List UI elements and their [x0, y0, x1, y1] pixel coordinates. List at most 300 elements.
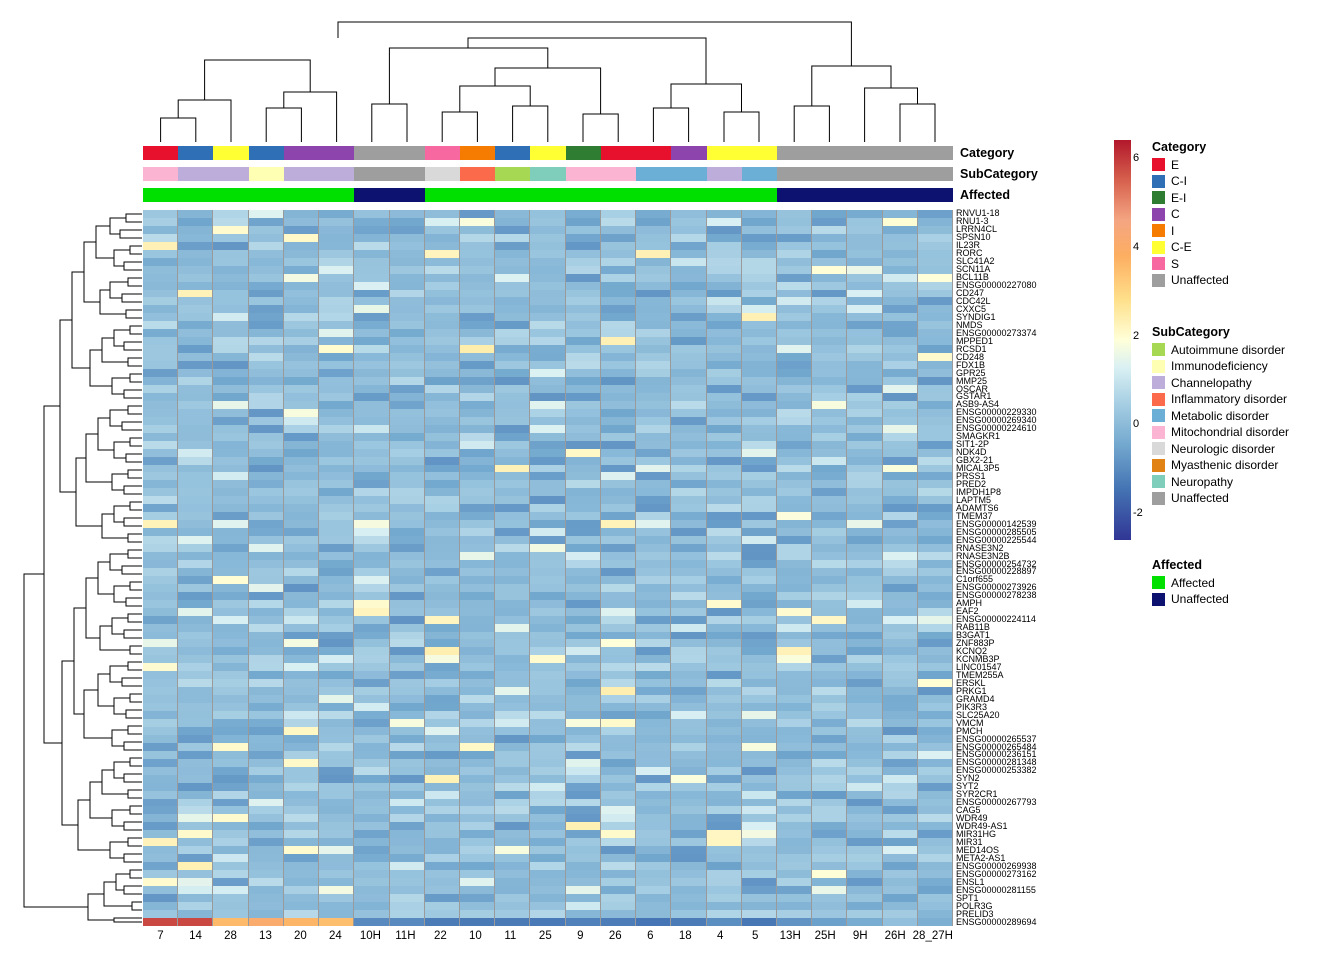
heatmap-row	[143, 377, 953, 385]
heatmap-cell	[319, 552, 354, 560]
heatmap-cell	[671, 337, 706, 345]
heatmap-cell	[213, 433, 248, 441]
heatmap-cell	[566, 409, 601, 417]
heatmap-cell	[742, 218, 777, 226]
row-label: PRED2	[956, 478, 987, 489]
heatmap-cell	[460, 735, 495, 743]
heatmap-cell	[354, 632, 389, 640]
heatmap-cell	[636, 592, 671, 600]
heatmap-cell	[284, 274, 319, 282]
heatmap-cell	[284, 449, 319, 457]
heatmap-cell	[284, 870, 319, 878]
heatmap-cell	[812, 894, 847, 902]
heatmap-cell	[249, 576, 284, 584]
heatmap-cell	[495, 210, 530, 218]
heatmap-cell	[390, 465, 425, 473]
heatmap-cell	[460, 830, 495, 838]
heatmap-cell	[777, 496, 812, 504]
heatmap-cell	[390, 258, 425, 266]
heatmap-cell	[249, 799, 284, 807]
heatmap-cell	[178, 751, 213, 759]
legend-item	[1152, 592, 1229, 607]
heatmap-cell	[742, 266, 777, 274]
heatmap-cell	[566, 870, 601, 878]
heatmap-cell	[354, 894, 389, 902]
heatmap-cell	[883, 711, 918, 719]
heatmap-cell	[213, 512, 248, 520]
heatmap-cell	[777, 441, 812, 449]
heatmap-cell	[390, 226, 425, 234]
heatmap-cell	[707, 417, 742, 425]
heatmap-cell	[918, 886, 953, 894]
heatmap-cell	[284, 472, 319, 480]
heatmap-cell	[495, 600, 530, 608]
heatmap-cell	[883, 433, 918, 441]
heatmap-cell	[213, 870, 248, 878]
heatmap-cell	[354, 679, 389, 687]
heatmap-cell	[707, 361, 742, 369]
heatmap-cell	[707, 258, 742, 266]
heatmap-cell	[178, 655, 213, 663]
heatmap-cell	[390, 544, 425, 552]
heatmap-cell	[143, 878, 178, 886]
heatmap-cell	[883, 552, 918, 560]
heatmap-cell	[636, 433, 671, 441]
heatmap-cell	[390, 385, 425, 393]
row-label: LRRN4CL	[956, 224, 998, 235]
heatmap-cell	[354, 806, 389, 814]
heatmap-cell	[143, 918, 178, 926]
heatmap-cell	[460, 369, 495, 377]
heatmap-cell	[213, 393, 248, 401]
heatmap-cell	[671, 512, 706, 520]
heatmap-cell	[425, 234, 460, 242]
heatmap-cell	[354, 854, 389, 862]
heatmap-cell	[319, 218, 354, 226]
heatmap-cell	[495, 329, 530, 337]
heatmap-cell	[601, 377, 636, 385]
heatmap-cell	[460, 305, 495, 313]
heatmap-cell	[812, 799, 847, 807]
heatmap-cell	[530, 297, 565, 305]
heatmap-cell	[918, 799, 953, 807]
heatmap-cell	[249, 433, 284, 441]
heatmap-cell	[671, 878, 706, 886]
heatmap-row	[143, 274, 953, 282]
legend-item	[1152, 425, 1289, 440]
heatmap-cell	[847, 767, 882, 775]
heatmap-cell	[918, 218, 953, 226]
heatmap-cell	[883, 329, 918, 337]
heatmap-row	[143, 305, 953, 313]
heatmap-cell	[425, 274, 460, 282]
heatmap-cell	[284, 584, 319, 592]
heatmap-cell	[390, 608, 425, 616]
heatmap-cell	[284, 512, 319, 520]
heatmap-cell	[742, 544, 777, 552]
heatmap-cell	[213, 345, 248, 353]
heatmap-cell	[636, 512, 671, 520]
affected-cell	[354, 188, 389, 202]
heatmap-row	[143, 639, 953, 647]
affected-cell	[284, 188, 319, 202]
row-label: TMEM255A	[956, 669, 1004, 680]
heatmap-cell	[319, 369, 354, 377]
heatmap-cell	[847, 584, 882, 592]
heatmap-cell	[460, 695, 495, 703]
heatmap-cell	[319, 496, 354, 504]
heatmap-cell	[566, 846, 601, 854]
heatmap-cell	[354, 274, 389, 282]
heatmap-cell	[460, 671, 495, 679]
heatmap-cell	[178, 472, 213, 480]
heatmap-cell	[143, 297, 178, 305]
heatmap-cell	[812, 791, 847, 799]
heatmap-cell	[213, 274, 248, 282]
heatmap-cell	[883, 345, 918, 353]
heatmap-cell	[284, 886, 319, 894]
heatmap-cell	[460, 274, 495, 282]
subcategory-cell	[319, 167, 354, 181]
heatmap-cell	[213, 282, 248, 290]
heatmap-cell	[601, 894, 636, 902]
heatmap-cell	[883, 918, 918, 926]
heatmap-cell	[777, 488, 812, 496]
heatmap-cell	[284, 600, 319, 608]
heatmap-cell	[530, 544, 565, 552]
heatmap-cell	[847, 465, 882, 473]
heatmap-cell	[918, 274, 953, 282]
heatmap-row	[143, 655, 953, 663]
heatmap-cell	[671, 210, 706, 218]
heatmap-cell	[213, 242, 248, 250]
heatmap-cell	[178, 830, 213, 838]
annotation-label-affected: Affected	[960, 188, 1011, 202]
heatmap-cell	[601, 830, 636, 838]
heatmap-cell	[601, 465, 636, 473]
heatmap-cell	[601, 369, 636, 377]
heatmap-row	[143, 234, 953, 242]
heatmap-cell	[566, 719, 601, 727]
heatmap-row	[143, 671, 953, 679]
heatmap-cell	[425, 854, 460, 862]
heatmap-row	[143, 584, 953, 592]
heatmap-cell	[319, 608, 354, 616]
heatmap-cell	[566, 799, 601, 807]
heatmap-row	[143, 449, 953, 457]
heatmap-cell	[284, 337, 319, 345]
heatmap-cell	[495, 218, 530, 226]
heatmap-cell	[812, 369, 847, 377]
heatmap-cell	[777, 806, 812, 814]
heatmap-cell	[425, 711, 460, 719]
heatmap-cell	[777, 647, 812, 655]
heatmap-cell	[566, 878, 601, 886]
heatmap-cell	[249, 472, 284, 480]
heatmap-cell	[284, 655, 319, 663]
affected-cell	[425, 188, 460, 202]
heatmap-cell	[143, 759, 178, 767]
heatmap-cell	[354, 305, 389, 313]
legend-item	[1152, 375, 1289, 390]
heatmap-cell	[354, 616, 389, 624]
heatmap-cell	[460, 719, 495, 727]
legend-label: Unaffected	[1171, 491, 1229, 505]
heatmap-cell	[354, 902, 389, 910]
heatmap-cell	[671, 767, 706, 775]
heatmap-cell	[812, 520, 847, 528]
heatmap-cell	[812, 663, 847, 671]
heatmap-cell	[495, 886, 530, 894]
heatmap-cell	[847, 552, 882, 560]
heatmap-row	[143, 504, 953, 512]
heatmap-cell	[460, 512, 495, 520]
heatmap-cell	[390, 632, 425, 640]
heatmap-cell	[847, 226, 882, 234]
heatmap-cell	[143, 210, 178, 218]
row-label: ENSG00000228897	[956, 566, 1037, 577]
heatmap-cell	[636, 313, 671, 321]
heatmap-cell	[812, 632, 847, 640]
heatmap-cell	[812, 624, 847, 632]
heatmap-cell	[566, 806, 601, 814]
heatmap-row	[143, 870, 953, 878]
heatmap-cell	[390, 409, 425, 417]
heatmap-cell	[566, 910, 601, 918]
heatmap-cell	[390, 425, 425, 433]
legend-label: C-E	[1171, 240, 1192, 254]
heatmap-cell	[319, 544, 354, 552]
heatmap-cell	[671, 369, 706, 377]
heatmap-cell	[495, 297, 530, 305]
heatmap-row	[143, 703, 953, 711]
heatmap-cell	[777, 290, 812, 298]
subcategory-cell	[390, 167, 425, 181]
heatmap-cell	[354, 703, 389, 711]
heatmap-cell	[460, 520, 495, 528]
legend-swatch	[1152, 257, 1165, 270]
heatmap-cell	[847, 600, 882, 608]
heatmap-cell	[495, 234, 530, 242]
heatmap-cell	[918, 584, 953, 592]
heatmap-cell	[178, 544, 213, 552]
affected-cell	[742, 188, 777, 202]
heatmap-cell	[777, 687, 812, 695]
subcategory-cell	[213, 167, 248, 181]
heatmap-cell	[636, 639, 671, 647]
heatmap-cell	[707, 894, 742, 902]
heatmap-row	[143, 353, 953, 361]
heatmap-cell	[601, 536, 636, 544]
heatmap-cell	[530, 266, 565, 274]
heatmap-row	[143, 480, 953, 488]
heatmap-cell	[143, 568, 178, 576]
heatmap-cell	[777, 822, 812, 830]
heatmap-cell	[460, 337, 495, 345]
heatmap-cell	[918, 711, 953, 719]
row-label: POLR3G	[956, 900, 993, 911]
affected-cell	[249, 188, 284, 202]
heatmap-cell	[143, 369, 178, 377]
heatmap-cell	[319, 250, 354, 258]
heatmap-cell	[918, 592, 953, 600]
legend-label: C	[1171, 207, 1180, 221]
heatmap-cell	[707, 425, 742, 433]
heatmap-cell	[319, 457, 354, 465]
heatmap-cell	[707, 393, 742, 401]
heatmap-cell	[636, 401, 671, 409]
heatmap-cell	[143, 862, 178, 870]
heatmap-cell	[354, 385, 389, 393]
heatmap-cell	[636, 536, 671, 544]
heatmap-cell	[847, 687, 882, 695]
heatmap-cell	[284, 735, 319, 743]
heatmap-cell	[319, 894, 354, 902]
heatmap-cell	[460, 600, 495, 608]
heatmap-cell	[742, 496, 777, 504]
heatmap-row	[143, 600, 953, 608]
heatmap-cell	[495, 822, 530, 830]
heatmap-cell	[847, 353, 882, 361]
affected-cell	[812, 188, 847, 202]
row-label: ENSG00000142539	[956, 518, 1037, 529]
heatmap-cell	[918, 234, 953, 242]
heatmap-cell	[671, 918, 706, 926]
heatmap-cell	[566, 695, 601, 703]
row-label: RNASE3N2B	[956, 550, 1010, 561]
heatmap-row	[143, 632, 953, 640]
heatmap-cell	[847, 504, 882, 512]
heatmap-cell	[530, 854, 565, 862]
heatmap-cell	[143, 218, 178, 226]
heatmap-cell	[847, 639, 882, 647]
heatmap-cell	[143, 393, 178, 401]
heatmap-row	[143, 918, 953, 926]
heatmap-cell	[284, 806, 319, 814]
heatmap-row	[143, 313, 953, 321]
heatmap-cell	[671, 433, 706, 441]
heatmap-cell	[530, 560, 565, 568]
heatmap-cell	[530, 775, 565, 783]
heatmap-cell	[249, 759, 284, 767]
heatmap-cell	[249, 783, 284, 791]
heatmap-cell	[847, 830, 882, 838]
heatmap-cell	[918, 647, 953, 655]
heatmap-cell	[213, 791, 248, 799]
heatmap-cell	[707, 313, 742, 321]
heatmap-cell	[495, 910, 530, 918]
heatmap-cell	[883, 465, 918, 473]
heatmap-cell	[566, 369, 601, 377]
heatmap-cell	[213, 751, 248, 759]
heatmap-cell	[530, 313, 565, 321]
heatmap-cell	[390, 472, 425, 480]
heatmap-cell	[213, 297, 248, 305]
row-label: PMCH	[956, 725, 983, 736]
heatmap-cell	[671, 401, 706, 409]
heatmap-cell	[213, 441, 248, 449]
row-label: ENSG00000254732	[956, 558, 1037, 569]
heatmap-cell	[249, 894, 284, 902]
heatmap-cell	[742, 313, 777, 321]
subcategory-cell	[425, 167, 460, 181]
heatmap-cell	[883, 767, 918, 775]
heatmap-cell	[284, 425, 319, 433]
heatmap-cell	[390, 767, 425, 775]
heatmap-cell	[460, 401, 495, 409]
heatmap-cell	[178, 711, 213, 719]
heatmap-cell	[460, 560, 495, 568]
heatmap-cell	[707, 576, 742, 584]
heatmap-cell	[354, 528, 389, 536]
heatmap-cell	[495, 902, 530, 910]
heatmap-cell	[918, 854, 953, 862]
heatmap-cell	[354, 727, 389, 735]
heatmap-cell	[460, 226, 495, 234]
heatmap-cell	[460, 870, 495, 878]
heatmap-cell	[918, 830, 953, 838]
heatmap-cell	[918, 822, 953, 830]
heatmap-cell	[143, 417, 178, 425]
heatmap-cell	[354, 361, 389, 369]
heatmap-cell	[213, 377, 248, 385]
heatmap-cell	[847, 377, 882, 385]
heatmap-cell	[671, 751, 706, 759]
heatmap-cell	[460, 266, 495, 274]
heatmap-cell	[319, 242, 354, 250]
heatmap-cell	[425, 592, 460, 600]
heatmap-cell	[284, 759, 319, 767]
heatmap-cell	[178, 759, 213, 767]
heatmap-cell	[671, 226, 706, 234]
heatmap-cell	[566, 663, 601, 671]
heatmap-cell	[777, 234, 812, 242]
heatmap-row	[143, 799, 953, 807]
heatmap-cell	[601, 218, 636, 226]
heatmap-cell	[812, 337, 847, 345]
heatmap-cell	[354, 799, 389, 807]
heatmap-cell	[460, 242, 495, 250]
heatmap-cell	[530, 910, 565, 918]
heatmap-cell	[847, 902, 882, 910]
heatmap-cell	[143, 735, 178, 743]
heatmap-cell	[636, 274, 671, 282]
heatmap-cell	[742, 918, 777, 926]
heatmap-cell	[636, 305, 671, 313]
heatmap-cell	[742, 226, 777, 234]
heatmap-cell	[284, 528, 319, 536]
heatmap-cell	[143, 791, 178, 799]
heatmap-cell	[284, 608, 319, 616]
heatmap-cell	[284, 703, 319, 711]
heatmap-cell	[319, 854, 354, 862]
heatmap-cell	[566, 441, 601, 449]
heatmap-cell	[636, 846, 671, 854]
heatmap-row	[143, 791, 953, 799]
heatmap-cell	[319, 584, 354, 592]
heatmap-cell	[425, 608, 460, 616]
heatmap-cell	[847, 878, 882, 886]
heatmap-row	[143, 886, 953, 894]
heatmap-cell	[566, 735, 601, 743]
heatmap-cell	[707, 687, 742, 695]
heatmap-cell	[847, 870, 882, 878]
heatmap-cell	[460, 480, 495, 488]
heatmap-cell	[354, 663, 389, 671]
heatmap-cell	[319, 568, 354, 576]
heatmap-cell	[918, 488, 953, 496]
heatmap-cell	[566, 918, 601, 926]
